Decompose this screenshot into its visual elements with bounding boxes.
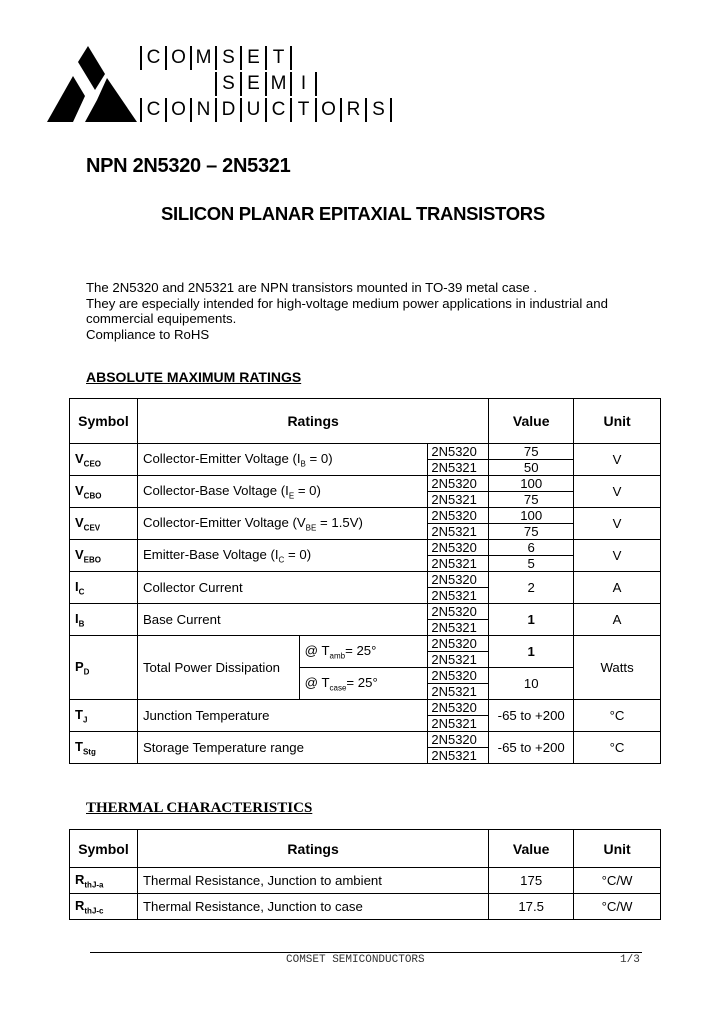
unit-cell: Watts bbox=[574, 636, 661, 700]
device-cell: 2N5320 bbox=[428, 604, 489, 620]
symbol-cell: $V_{CEO}$ bbox=[70, 444, 138, 476]
intro-line: The 2N5320 and 2N5321 are NPN transistors mounted in TO-39 metal case . bbox=[86, 280, 538, 295]
rating-cell: Emitter-Base Voltage $(I_C = 0)$ bbox=[137, 540, 427, 572]
table-row bbox=[70, 572, 661, 588]
rating-cell: Thermal Resistance, Junction to ambient bbox=[137, 868, 488, 894]
device-cell: 2N5320 bbox=[428, 508, 489, 524]
symbol-cell: $I_C$ bbox=[70, 572, 138, 604]
device-cell: 2N5320 bbox=[428, 732, 489, 748]
device-cell: 2N5320 bbox=[428, 444, 489, 460]
unit-cell: A bbox=[574, 572, 661, 604]
condition-cell: @ $T_{amb}= 25^\circ$ bbox=[299, 636, 428, 668]
table-row bbox=[70, 476, 661, 492]
intro-line: Compliance to RoHS bbox=[86, 326, 210, 342]
footer-company: COMSET SEMICONDUCTORS bbox=[286, 954, 425, 966]
symbol-cell: $V_{EBO}$ bbox=[70, 540, 138, 572]
header-symbol: Symbol bbox=[70, 830, 138, 868]
value-cell: 2 bbox=[489, 572, 574, 604]
logo-triangle-icon bbox=[45, 44, 140, 124]
table-row bbox=[70, 868, 661, 894]
footer-page-number: 1/3 bbox=[620, 954, 640, 966]
unit-cell: V bbox=[574, 444, 661, 476]
rating-cell: Collector-Emitter Voltage $(I_B = 0)$ bbox=[137, 444, 427, 476]
value-cell: 175 bbox=[489, 868, 574, 894]
device-cell: 2N5320 bbox=[428, 700, 489, 716]
device-cell: 2N5321 bbox=[428, 652, 489, 668]
value-cell: 75 bbox=[489, 444, 574, 460]
rating-cell: Collector Current bbox=[137, 572, 427, 604]
company-logo bbox=[45, 44, 385, 124]
unit-cell: V bbox=[574, 508, 661, 540]
value-cell: 50 bbox=[489, 460, 574, 476]
symbol-cell: $T_{Stg}$ bbox=[70, 732, 138, 764]
device-cell: 2N5320 bbox=[428, 540, 489, 556]
symbol-cell: $T_J$ bbox=[70, 700, 138, 732]
header-value: Value bbox=[489, 399, 574, 444]
device-cell: 2N5320 bbox=[428, 476, 489, 492]
abs-max-ratings-title: ABSOLUTE MAXIMUM RATINGS bbox=[86, 369, 302, 385]
abs-max-ratings-table bbox=[69, 398, 661, 764]
device-cell: 2N5321 bbox=[428, 524, 489, 540]
thermal-table bbox=[69, 829, 661, 920]
value-cell: 100 bbox=[489, 476, 574, 492]
device-cell: 2N5320 bbox=[428, 636, 489, 652]
device-cell: 2N5320 bbox=[428, 668, 489, 684]
value-cell: 1 bbox=[489, 636, 574, 668]
intro-line: commercial equipements. bbox=[86, 311, 237, 326]
table-row bbox=[70, 444, 661, 460]
table-row bbox=[70, 604, 661, 620]
device-cell: 2N5321 bbox=[428, 716, 489, 732]
logo-row-comset: C O M S E T bbox=[140, 46, 292, 70]
device-cell: 2N5321 bbox=[428, 684, 489, 700]
unit-cell: V bbox=[574, 476, 661, 508]
thermal-characteristics-title: THERMAL CHARACTERISTICS bbox=[86, 800, 313, 816]
device-cell: 2N5320 bbox=[428, 572, 489, 588]
table-row bbox=[70, 894, 661, 920]
header-symbol: Symbol bbox=[70, 399, 138, 444]
header-unit: Unit bbox=[574, 399, 661, 444]
intro-line: They are especially intended for high-voltage medium power applications in industrial and bbox=[86, 295, 608, 311]
table-row bbox=[70, 540, 661, 556]
header-ratings: Ratings bbox=[137, 399, 488, 444]
logo-row-semi: S E M I bbox=[215, 72, 317, 96]
table-header-row bbox=[70, 830, 661, 868]
intro-paragraph bbox=[86, 280, 608, 342]
value-cell: 100 bbox=[489, 508, 574, 524]
condition-cell: @ $T_{case}= 25^\circ$ bbox=[299, 668, 428, 700]
unit-cell: V bbox=[574, 540, 661, 572]
device-cell: 2N5321 bbox=[428, 492, 489, 508]
symbol-cell: $R_{thJ-c}$ bbox=[70, 894, 138, 920]
device-cell: 2N5321 bbox=[428, 460, 489, 476]
rating-cell: Junction Temperature bbox=[137, 700, 427, 732]
device-cell: 2N5321 bbox=[428, 588, 489, 604]
value-cell: 6 bbox=[489, 540, 574, 556]
value-cell: 17.5 bbox=[489, 894, 574, 920]
value-cell: 5 bbox=[489, 556, 574, 572]
symbol-cell: $R_{thJ-a}$ bbox=[70, 868, 138, 894]
rating-cell: Total Power Dissipation bbox=[137, 636, 299, 700]
table-row bbox=[70, 732, 661, 748]
symbol-cell: $I_B$ bbox=[70, 604, 138, 636]
value-cell: 10 bbox=[489, 668, 574, 700]
rating-cell: Thermal Resistance, Junction to case bbox=[137, 894, 488, 920]
symbol-cell: $P_D$ bbox=[70, 636, 138, 700]
device-cell: 2N5321 bbox=[428, 556, 489, 572]
document-title: SILICON PLANAR EPITAXIAL TRANSISTORS bbox=[161, 203, 545, 224]
value-cell: 1 bbox=[489, 604, 574, 636]
rating-cell: Collector-Base Voltage $(I_E = 0)$ bbox=[137, 476, 427, 508]
unit-cell: °C bbox=[574, 700, 661, 732]
unit-cell: °C/W bbox=[574, 868, 661, 894]
rating-cell: Base Current bbox=[137, 604, 427, 636]
logo-row-conductors: C O N D U C T O R S bbox=[140, 98, 392, 122]
table-row bbox=[70, 636, 661, 652]
device-cell: 2N5321 bbox=[428, 748, 489, 764]
header-unit: Unit bbox=[574, 830, 661, 868]
header-ratings: Ratings bbox=[137, 830, 488, 868]
rating-cell: Collector-Emitter Voltage $(V_{BE} = 1.5V)$ bbox=[137, 508, 427, 540]
value-cell: 75 bbox=[489, 524, 574, 540]
device-cell: 2N5321 bbox=[428, 620, 489, 636]
symbol-cell: $V_{CEV}$ bbox=[70, 508, 138, 540]
value-cell: 75 bbox=[489, 492, 574, 508]
symbol-cell: $V_{CBO}$ bbox=[70, 476, 138, 508]
table-row bbox=[70, 700, 661, 716]
header-value: Value bbox=[489, 830, 574, 868]
unit-cell: A bbox=[574, 604, 661, 636]
unit-cell: °C/W bbox=[574, 894, 661, 920]
table-header-row bbox=[70, 399, 661, 444]
footer-divider bbox=[90, 952, 642, 953]
value-cell: -65 to +200 bbox=[489, 732, 574, 764]
unit-cell: °C bbox=[574, 732, 661, 764]
part-title: NPN 2N5320 – 2N5321 bbox=[86, 155, 291, 177]
table-row bbox=[70, 508, 661, 524]
rating-cell: Storage Temperature range bbox=[137, 732, 427, 764]
value-cell: -65 to +200 bbox=[489, 700, 574, 732]
